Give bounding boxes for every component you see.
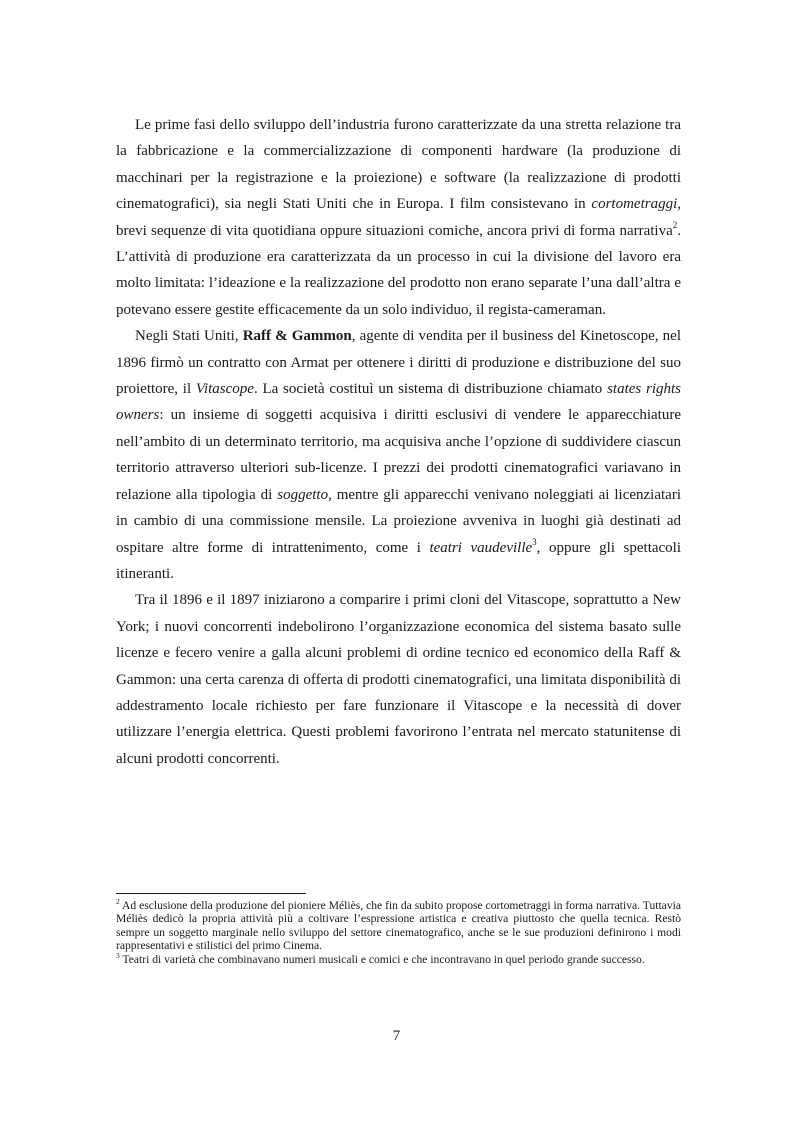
footnote-2	[116, 899, 681, 953]
footnote-separator	[116, 893, 306, 894]
paragraph-3: Tra il 1896 e il 1897 iniziarono a comparire i primi cloni del Vitascope, soprattutto a New York; i nuovi concorrenti indebolirono l’organizzazione economica del sistema basato sulle licenze e fecero venire a galla alcuni problemi di ordine tecnico ed economico della Raff & Gammon: una certa carenza di offerta di prodotti cinematografici, una limitata disponibilità di addestramento locale richiesto per fare funzionare il Vitascope e la necessità di dover utilizzare l’energia elettrica. Questi problemi favorirono l’entrata nel mercato statunitense di alcuni prodotti concorrenti.	[116, 592, 681, 767]
text-run: . La società costituì un sistema di distribuzione chiamato	[253, 381, 608, 398]
footnote-number: 2	[116, 897, 120, 907]
text-run: , agente di vendita per il business del Kinetoscope, nel 1896 firmò un contratto con Armat per ottenere i diritti di produzione e distribuzione del suo proiettore, il	[116, 328, 681, 398]
text-run: Le prime fasi dello sviluppo dell’industria furono caratterizzate da una stretta relazione tra la fabbricazione e la commercializzazione di componenti hardware (la produzione di macchinari per la registrazione e la proiezione) e software (la realizzazione di prodotti cinematografici), sia negli Stati Uniti che in Europa. I film consistevano in	[116, 117, 681, 213]
text-run: , oppure gli spettacoli itineranti.	[116, 539, 682, 582]
italic-term: cortometraggi	[591, 196, 678, 213]
footnote-text: Ad esclusione della produzione del pioniere Méliès, che fin da subito propose cortometraggi in forma narrativa. Tuttavia Méliès dedicò la propria attività più a coltivare l’espressione artistica e creativa piuttosto che quella tecnica. Restò sempre un soggetto marginale nello sviluppo del settore cinematografico, anche se le sue produzioni definirono i modi rappresentativi e stilistici del primo Cinema.	[116, 899, 681, 953]
text-run: Negli Stati Uniti,	[135, 328, 243, 345]
italic-term: soggetto	[277, 486, 329, 503]
text-run: : un insieme di soggetti acquisiva i diritti esclusivi di vendere le apparecchiature nell’ambito di un determinato territorio, ma acquisiva anche l’opzione di suddividere ciascun territorio attraverso ulteriori sub-licenze. I prezzi dei prodotti cinematografici variavano in relazione alla tipologia di	[116, 407, 681, 503]
italic-term: Vitascope	[195, 381, 254, 398]
text-run: , brevi sequenze di vita quotidiana oppure situazioni comiche, ancora privi di forma narrativa	[116, 196, 681, 239]
text-run: , mentre gli apparecchi venivano noleggiati ai licenziatari in cambio di una commissione mensile. La proiezione avveniva in luoghi già destinati ad ospitare altre forme di intrattenimento, come i	[116, 486, 681, 556]
body-text	[116, 112, 681, 772]
paragraph-1	[116, 112, 681, 323]
paragraph-2	[116, 323, 681, 587]
footnote-ref-3: 3	[532, 536, 537, 547]
page-number: 7	[392, 1028, 401, 1044]
footnote-number: 3	[116, 950, 120, 960]
footnote-3	[116, 950, 681, 966]
footnote-ref-2: 2	[672, 219, 678, 230]
bold-term: Raff & Gammon	[242, 328, 352, 345]
footnotes	[116, 899, 681, 966]
italic-term: states rights owners	[116, 381, 681, 424]
footnote-text: Teatri di varietà che combinavano numeri musicali e comici e che incontravano in quel periodo grande successo.	[119, 952, 645, 966]
text-run: . L’attività di produzione era caratterizzata da un processo in cui la divisione del lavoro era molto limitata: l’ideazione e la realizzazione del prodotto non erano separate l’una dall’altra e potevano essere gestite efficacemente da un solo individuo, il regista-cameraman.	[116, 222, 681, 318]
italic-term: teatri vaudeville	[429, 539, 533, 556]
